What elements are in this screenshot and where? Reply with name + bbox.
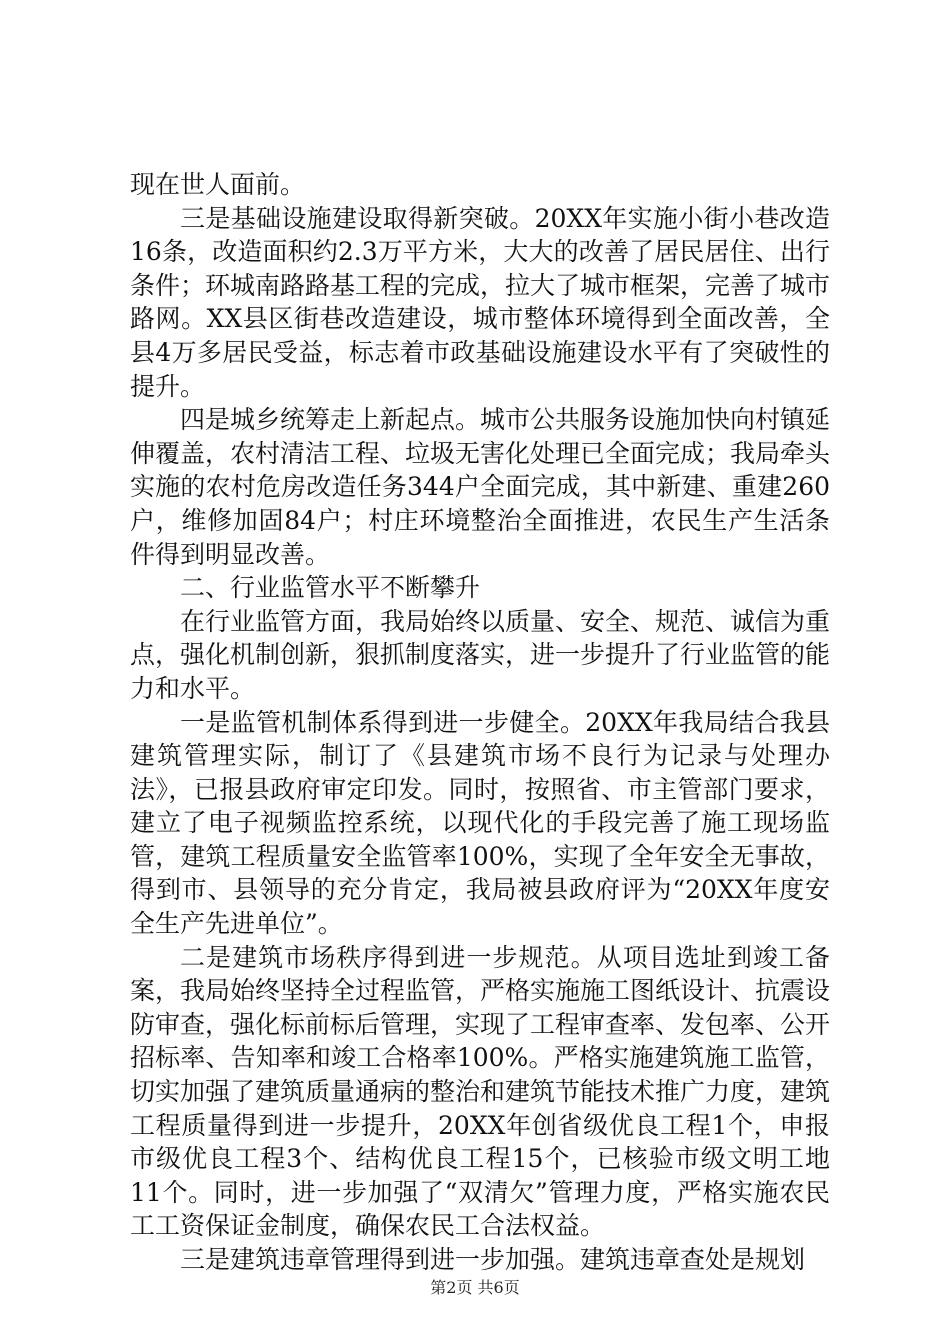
document-body xyxy=(130,168,830,1277)
paragraph-supervision-intro: 在行业监管方面，我局始终以质量、安全、规范、诚信为重点，强化机制创新，狠抓制度落实，进一步提升了行业监管的能力和水平。 xyxy=(130,606,831,703)
paragraph-market-order: 二是建筑市场秩序得到进一步规范。从项目选址到竣工备案，我局始终坚持全过程监管，严格实施施工图纸设计、抗震设防审查，强化标前标后管理，实现了工程审查率、发包率、公开招标率、告知率和竣工合格率100%。严格实施建筑施工监管，切实加强了建筑质量通病的整治和建筑节能技术推广力度，建筑工程质量得到进一步提升，20XX年创省级优良工程1个，申报市级优良工程3个、结构优良工程15个，已核验市级文明工地11个。同时，进一步加强了“双清欠”管理力度，严格实施农民工工资保证金制度，确保农民工合法权益。 xyxy=(130,942,831,1241)
section-heading-supervision: 二、行业监管水平不断攀升 xyxy=(180,573,481,603)
paragraph-urban-rural: 四是城乡统筹走上新起点。城市公共服务设施加快向村镇延伸覆盖，农村清洁工程、垃圾无害化处理已全面完成；我局牵头实施的农村危房改造任务344户全面完成，其中新建、重建260户，维修加固84户；村庄环境整治全面推进，农民生产生活条件得到明显改善。 xyxy=(130,405,831,569)
paragraph-infrastructure: 三是基础设施建设取得新突破。20XX年实施小街小巷改造16条，改造面积约2.3万平方米，大大的改善了居民居住、出行条件；环城南路路基工程的完成，拉大了城市框架，完善了城市路网。XX县区街巷改造建设，城市整体环境得到全面改善，全县4万多居民受益，标志着市政基础设施建设水平有了突破性的提升。 xyxy=(130,203,831,401)
paragraph-continuation: 现在世人面前。 xyxy=(130,170,306,199)
page-footer xyxy=(0,1278,950,1298)
paragraph-violations: 三是建筑违章管理得到进一步加强。建筑违章查处是规划 xyxy=(180,1245,806,1274)
paragraph-mechanism: 一是监管机制体系得到进一步健全。20XX年我局结合我县建筑管理实际，制订了《县建筑市场不良行为记录与处理办法》，已报县政府审定印发。同时，按照省、市主管部门要求，建立了电子视频监控系统，以现代化的手段完善了施工现场监管，建筑工程质量安全监管率100%，实现了全年安全无事故，得到市、县领导的充分肯定，我局被县政府评为“20XX年度安全生产先进单位”。 xyxy=(130,707,830,939)
page-number: 第2页 共6页 xyxy=(430,1278,520,1297)
